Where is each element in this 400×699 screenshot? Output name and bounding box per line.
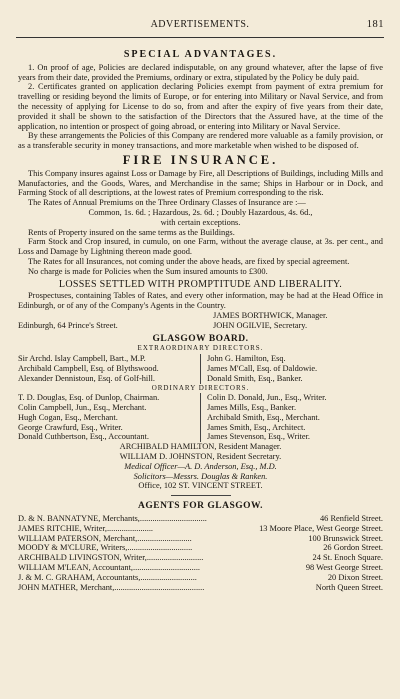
agent-name: JOHN MATHER, Merchant,........................................... [18,582,205,592]
agent-row [18,573,383,583]
director-name: James M'Call, Esq. of Daldowie. [207,363,318,373]
losses-heading: LOSSES SETTLED WITH PROMPTITUDE AND LIBERALITY. [58,278,343,290]
agent-name: MOODY & M'CLURE, Writers,............................... [18,543,193,553]
director-name: Archibald Campbell, Esq. of Blythswood. [18,363,159,373]
agents-list [18,514,383,592]
agent-address: 100 Brunswick Street. [308,533,383,543]
agent-address: North Queen Street. [315,582,383,592]
director-name: Donald Cuthbertson, Esq., Accountant. [18,432,149,442]
special-paragraph-3: By these arrangements the Policies of this Company are rendered more valuable as a family provision, or as a transferable security in money transactions, and more marketable when wished to be disposed of. [18,131,383,151]
ordinary-directors-right [200,393,383,442]
solicitors: Solicitors—Messrs. Douglas & Ranken. [133,471,268,481]
header-rule [16,37,384,38]
fire-paragraph-2: The Rates of Annual Premiums on the Three Ordinary Classes of Insurance are :— [28,198,306,208]
ordinary-directors-left [18,393,200,442]
agent-name: WILLIAM M'LEAN, Accountant,................................ [18,563,201,573]
agent-row [18,563,383,573]
agent-name: J. & M. C. GRAHAM, Accountants,........................... [18,572,197,582]
glasgow-board-title: GLASGOW BOARD. [152,333,249,344]
fire-paragraph-rates: The Rates for all Insurances, not coming under the above heads, are fixed by special agreement. [28,256,350,266]
director-name: T. D. Douglas, Esq. of Dunlop, Chairman. [18,393,160,403]
fire-insurance-title: FIRE INSURANCE. [122,152,279,167]
extraordinary-directors-left [18,354,200,383]
prospectus-paragraph: Prospectuses, containing Tables of Rates, and every other information, may be had at the Head Office in Edinburgh, or of any of the Company's Agents in the Country. [18,291,383,311]
manager-signature: JAMES BORTHWICK, Manager. [213,310,328,320]
signature-row-2 [18,321,383,331]
fire-exceptions-line: with certain exceptions. [160,217,241,227]
head-office-address: Edinburgh, 64 Prince's Street. [18,320,118,330]
signature-row-1 [18,311,383,321]
resident-manager: ARCHIBALD HAMILTON, Resident Manager. [119,442,282,452]
agent-name: JAMES RITCHIE, Writer,...................... [18,523,154,533]
director-name: James Stevenson, Esq., Writer. [207,432,311,442]
agent-row [18,514,383,524]
agent-address: 26 Gordon Street. [323,543,383,553]
director-name: Sir Archd. Islay Campbell, Bart., M.P. [18,354,146,364]
agent-name: WILLIAM PATERSON, Merchant,.......................... [18,533,192,543]
special-paragraph-1: 1. On proof of age, Policies are declared indisputable, on any ground whatever, after the lapse of five years from their date, provided the Premiums, ordinary or extra, stipulated by the Policy be duly paid. [18,62,383,82]
extraordinary-directors-table [18,354,383,383]
director-name: Colin Campbell, Jun., Esq., Merchant. [18,403,147,413]
fire-paragraph-rents: Rents of Property insured on the same terms as the Buildings. [28,227,235,237]
director-name: James Mills, Esq., Banker. [207,403,297,413]
agent-row [18,553,383,563]
agent-address: 46 Renfield Street. [319,514,383,524]
director-name: John G. Hamilton, Esq. [207,354,286,364]
director-name: Hugh Cogan, Esq., Merchant. [18,412,118,422]
fire-paragraph-1: This Company insures against Loss or Damage by Fire, all Descriptions of Buildings, including Mills and Manufactories, and the Goods, Wares, and Merchandise in the same; Ships in Harbour or in Dock, and Farming Stock of all descriptions, at the lowest rates of Premium corresponding to the risk. [18,168,383,198]
special-paragraph-2: 2. Certificates granted on application declaring Policies exempt from payment of extra premium for travelling or residing beyond the limits of Europe, or for entering into Military or Naval Service, and from the necessity of applying for License to do so, from and after the expiry of five years from their date, provided it shall be shown to the satisfaction of the Directors that the Assured have, at the time of the application, no intention or prospect of going abroad, or entering into Military or Naval Service. [18,82,383,131]
agents-title: AGENTS FOR GLASGOW. [137,501,264,512]
extraordinary-directors-right [200,354,383,383]
agent-row [18,543,383,553]
director-name: George Crawfurd, Esq., Writer. [18,422,123,432]
medical-officer: Medical Officer—A. D. Anderson, Esq., M.D. [124,461,277,471]
running-head-title: ADVERTISEMENTS. [150,19,250,30]
ordinary-directors-table [18,393,383,442]
agent-address: 13 Moore Place, West George Street. [259,523,383,533]
agent-address: 20 Dixon Street. [327,572,383,582]
fire-paragraph-charge: No charge is made for Policies when the Sum insured amounts to £300. [28,266,268,276]
glasgow-office-address: Office, 102 ST. VINCENT STREET. [138,481,263,491]
agent-name: ARCHIBALD LIVINGSTON, Writer,........................... [18,553,204,563]
agent-row [18,524,383,534]
agent-row [18,583,383,593]
page-content [18,50,383,592]
agent-name: D. & N. BANNATYNE, Merchants,................................ [18,514,207,524]
secretary-signature: JOHN OGILVIE, Secretary. [213,320,308,330]
ordinary-directors-heading: ORDINARY DIRECTORS. [151,383,250,392]
agent-address: 24 St. Enoch Square. [312,553,383,563]
page-number: 181 [366,19,384,30]
fire-rates-line: Common, 1s. 6d. ; Hazardous, 2s. 6d. ; Doubly Hazardous, 4s. 6d., [88,207,313,217]
director-name: Alexander Dennistoun, Esq. of Golf-hill. [18,373,155,383]
extraordinary-directors-heading: EXTRAORDINARY DIRECTORS. [137,344,264,353]
running-head [16,20,384,30]
director-name: Colin D. Donald, Jun., Esq., Writer. [207,393,327,403]
agent-row [18,534,383,544]
director-name: Donald Smith, Esq., Banker. [207,373,303,383]
special-advantages-title: SPECIAL ADVANTAGES. [123,49,278,60]
resident-secretary: WILLIAM D. JOHNSTON, Resident Secretary. [119,452,282,462]
director-name: Archibald Smith, Esq., Merchant. [207,412,320,422]
section-divider [171,495,231,496]
director-name: James Smith, Esq., Architect. [207,422,306,432]
agent-address: 98 West George Street. [305,563,383,573]
fire-paragraph-farm: Farm Stock and Crop insured, in cumulo, on one Farm, without the average clause, at 3s. per cent., and Loss and Damage by Lightning thereon made good. [18,237,383,257]
